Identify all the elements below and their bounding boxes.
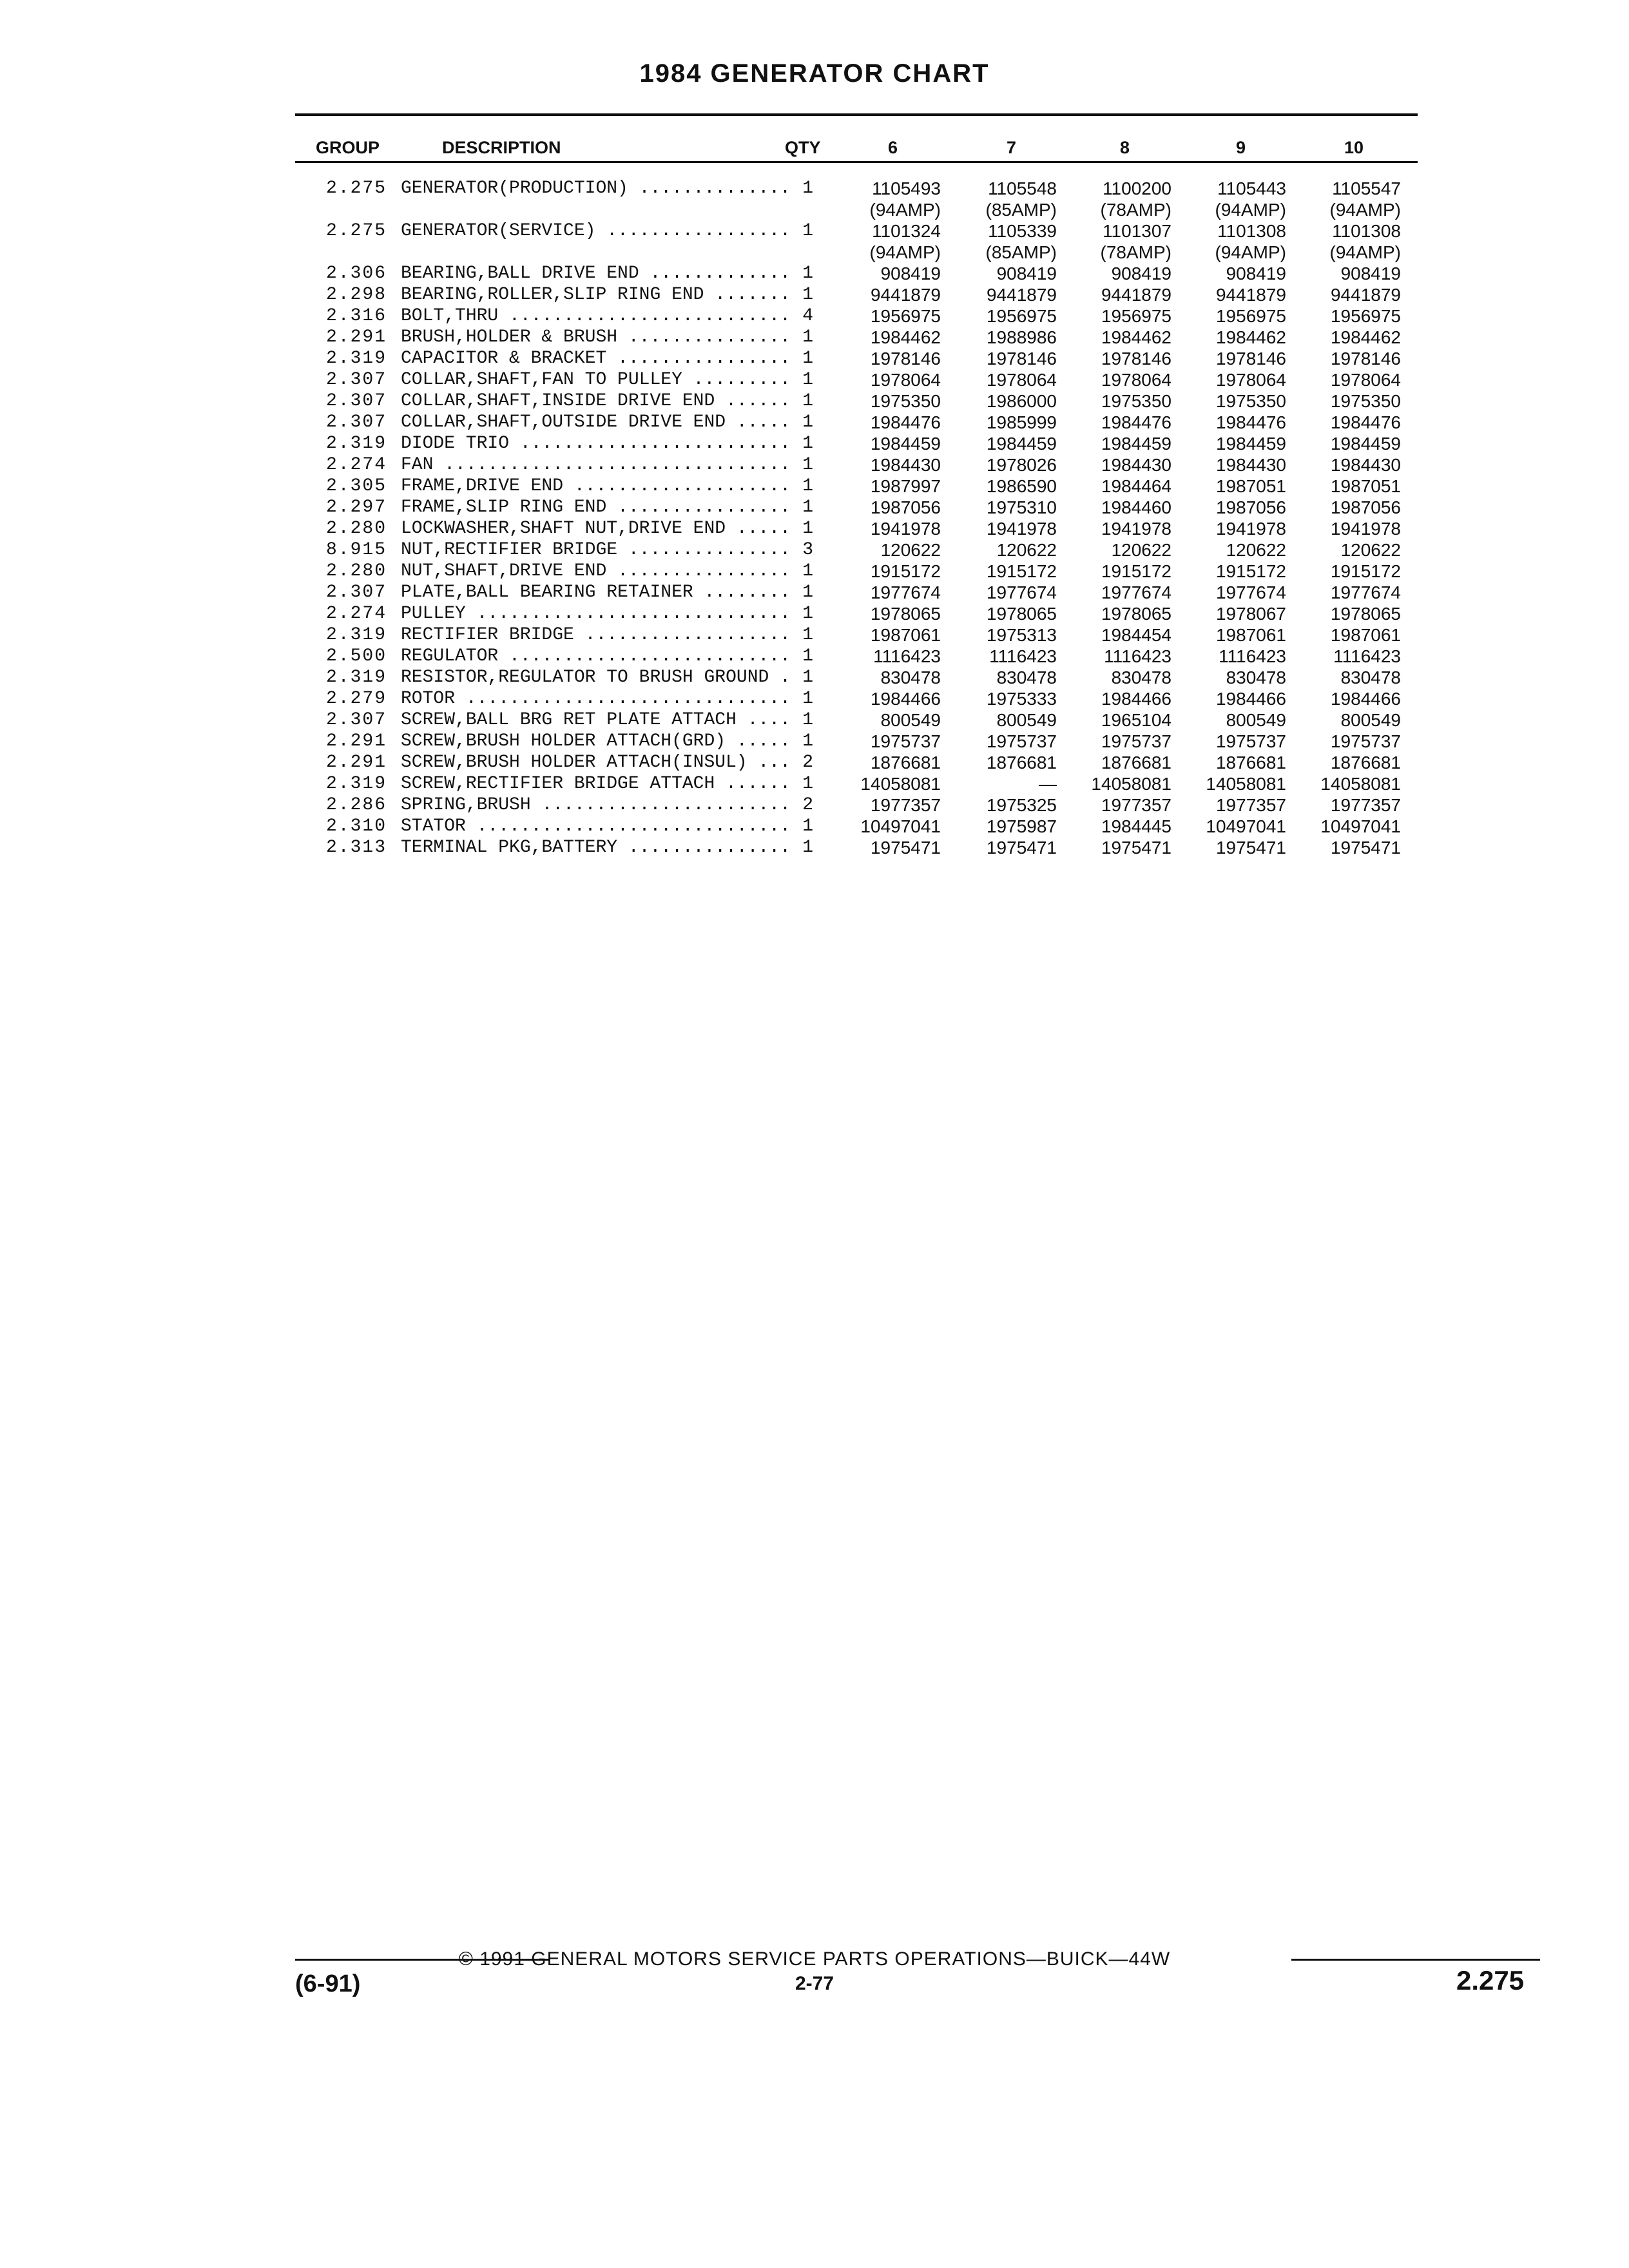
cell-part-number: 1984476 [1101, 412, 1171, 432]
cell-group: 2.280 [325, 561, 387, 581]
cell-qty: 1 [787, 220, 813, 242]
cell-part-number: 800549 [1226, 710, 1286, 730]
cell-qty: 1 [787, 603, 813, 624]
cell-qty: 1 [787, 433, 813, 454]
cell-part-number: 1105493 [872, 178, 941, 198]
cell-part-number: 1876681 [986, 753, 1057, 773]
cell-qty: 1 [787, 369, 813, 390]
cell-part-number: — [1039, 774, 1057, 794]
cell-part-number: 1987051 [1215, 476, 1286, 496]
cell-qty: 2 [787, 752, 813, 773]
table-row [0, 837, 1629, 858]
cell-qty: 1 [787, 667, 813, 688]
cell-part-number: 800549 [880, 710, 941, 730]
cell-part-number: 1985999 [986, 412, 1057, 432]
cell-part-number: 1116423 [873, 646, 941, 666]
cell-part-number: 1987056 [870, 497, 941, 517]
header-col-9: 9 [1236, 138, 1246, 157]
cell-part-number: 1984476 [1215, 412, 1286, 432]
header-qty: QTY [785, 138, 821, 157]
cell-qty: 1 [787, 731, 813, 752]
cell-part-number: 120622 [1226, 540, 1286, 560]
cell-part-number: 1984430 [1215, 455, 1286, 475]
table-row [0, 178, 1629, 199]
cell-description: COLLAR,SHAFT,FAN TO PULLEY ..... [401, 369, 787, 390]
cell-part-number: 1977674 [1101, 582, 1171, 602]
cell-part-number: 1984464 [1101, 476, 1171, 496]
cell-description: FRAME,DRIVE END ..... [401, 476, 787, 497]
cell-part-number: 1101307 [1103, 221, 1171, 241]
cell-part-number: 1984466 [1330, 689, 1401, 709]
cell-part-number: 1984476 [870, 412, 941, 432]
table-row [0, 476, 1629, 497]
cell-part-number: 1984462 [1215, 327, 1286, 347]
cell-part-number: 1105547 [1332, 178, 1401, 198]
cell-part-number: 1876681 [1101, 753, 1171, 773]
cell-description: NUT,RECTIFIER BRIDGE ..... [401, 539, 787, 561]
cell-qty: 1 [787, 263, 813, 284]
cell-part-number: 1116423 [989, 646, 1057, 666]
cell-part-number: 1978067 [1215, 604, 1286, 624]
cell-part-number: 1116423 [1333, 646, 1401, 666]
cell-part-number: 1101308 [1217, 221, 1286, 241]
cell-part-number: 1988986 [986, 327, 1057, 347]
cell-part-number: 1984459 [870, 434, 941, 454]
cell-description: NUT,SHAFT,DRIVE END ..... [401, 561, 787, 582]
cell-part-number: 1977674 [870, 582, 941, 602]
table-row [0, 412, 1629, 433]
cell-group: 2.280 [325, 519, 387, 539]
cell-group: 2.305 [325, 476, 387, 496]
footer-copyright: © 1991 GENERAL MOTORS SERVICE PARTS OPERATIONS—BUICK—44W [458, 1948, 1171, 1970]
cell-part-number: 1984476 [1330, 412, 1401, 432]
cell-part-number: 1876681 [1330, 753, 1401, 773]
cell-part-number: 1975350 [1101, 391, 1171, 411]
cell-part-number: 120622 [996, 540, 1057, 560]
cell-description: COLLAR,SHAFT,OUTSIDE DRIVE END ..... [401, 412, 787, 433]
cell-part-number: 1987997 [870, 476, 941, 496]
cell-part-number: 1978064 [870, 370, 941, 390]
cell-group: 2.319 [325, 774, 387, 794]
cell-group: 2.275 [325, 221, 387, 241]
table-row [0, 667, 1629, 688]
cell-part-number: 1978064 [1215, 370, 1286, 390]
table-row [0, 497, 1629, 518]
cell-qty: 1 [787, 773, 813, 794]
cell-part-number: 1975737 [1330, 731, 1401, 751]
cell-part-number: 1978064 [1101, 370, 1171, 390]
cell-description: FAN ..... [401, 454, 787, 476]
footer-right-rule [1291, 1959, 1540, 1961]
cell-qty: 1 [787, 178, 813, 199]
cell-description: PULLEY ..... [401, 603, 787, 624]
cell-part-number: 9441879 [986, 285, 1057, 305]
cell-part-number: 1876681 [870, 753, 941, 773]
cell-qty: 3 [787, 539, 813, 561]
header-col-10: 10 [1344, 138, 1364, 157]
cell-part-number: 1987056 [1215, 497, 1286, 517]
cell-description: SPRING,BRUSH ..... [401, 794, 787, 816]
cell-part-number: 1984460 [1101, 497, 1171, 517]
cell-part-number: 1101308 [1332, 221, 1401, 241]
table-row [0, 731, 1629, 752]
cell-description: RECTIFIER BRIDGE ..... [401, 624, 787, 646]
cell-group: 2.307 [325, 391, 387, 411]
cell-part-number: 9441879 [870, 285, 941, 305]
cell-part-number: 830478 [996, 668, 1057, 687]
cell-part-number: 1956975 [1330, 306, 1401, 326]
cell-part-number: 1975737 [1215, 731, 1286, 751]
cell-qty: 1 [787, 412, 813, 433]
cell-description: GENERATOR(PRODUCTION) ..... [401, 178, 787, 199]
cell-part-number: 14058081 [1206, 774, 1286, 794]
cell-part-number: 1984462 [870, 327, 941, 347]
table-row [0, 369, 1629, 390]
table-row [0, 539, 1629, 561]
header-col-8: 8 [1120, 138, 1130, 157]
cell-description: SCREW,BRUSH HOLDER ATTACH(INSUL) ..... [401, 752, 787, 773]
cell-part-number: 1915172 [1330, 561, 1401, 581]
cell-part-number: 1984466 [1215, 689, 1286, 709]
cell-part-number: 1975313 [986, 625, 1057, 645]
cell-part-number: (94AMP) [1329, 242, 1401, 262]
cell-part-number: 1941978 [1101, 519, 1171, 539]
header-bottom-rule [295, 161, 1418, 163]
cell-part-number: (78AMP) [1100, 242, 1171, 262]
cell-qty: 1 [787, 284, 813, 305]
cell-part-number: 1977674 [1330, 582, 1401, 602]
cell-part-number: (94AMP) [1215, 242, 1286, 262]
cell-part-number: 1941978 [1215, 519, 1286, 539]
cell-qty: 1 [787, 816, 813, 837]
cell-part-number: 1987051 [1330, 476, 1401, 496]
cell-part-number: 1986000 [986, 391, 1057, 411]
cell-part-number: 1987061 [870, 625, 941, 645]
table-row [0, 518, 1629, 539]
cell-group: 2.274 [325, 455, 387, 475]
cell-part-number: 120622 [1340, 540, 1401, 560]
cell-part-number: 800549 [996, 710, 1057, 730]
cell-part-number: (94AMP) [1329, 200, 1401, 220]
cell-description: BRUSH,HOLDER & BRUSH ..... [401, 327, 787, 348]
cell-part-number: (85AMP) [985, 200, 1057, 220]
cell-group: 2.307 [325, 370, 387, 390]
cell-part-number: 1975350 [870, 391, 941, 411]
cell-part-number: 1975737 [986, 731, 1057, 751]
cell-part-number: 1105548 [988, 178, 1057, 198]
cell-part-number: 1105443 [1217, 178, 1286, 198]
cell-part-number: 1978026 [986, 455, 1057, 475]
cell-part-number: 908419 [996, 264, 1057, 284]
cell-part-number: 10497041 [860, 816, 941, 836]
cell-part-number: 1956975 [870, 306, 941, 326]
cell-qty: 1 [787, 709, 813, 731]
cell-part-number: 1978146 [1215, 349, 1286, 369]
table-row [0, 263, 1629, 284]
cell-part-number: 1978065 [986, 604, 1057, 624]
cell-part-number: 9441879 [1215, 285, 1286, 305]
cell-part-number: 1978064 [986, 370, 1057, 390]
header-top-rule [295, 113, 1418, 116]
cell-description: PLATE,BALL BEARING RETAINER ..... [401, 582, 787, 603]
cell-part-number: 120622 [880, 540, 941, 560]
cell-qty: 1 [787, 688, 813, 709]
parts-table [0, 178, 1629, 858]
cell-part-number: 1975350 [1330, 391, 1401, 411]
cell-part-number: 908419 [1111, 264, 1171, 284]
cell-part-number: 1975471 [1215, 838, 1286, 858]
cell-part-number: 1941978 [986, 519, 1057, 539]
header-description: DESCRIPTION [442, 138, 561, 157]
cell-description: SCREW,RECTIFIER BRIDGE ATTACH ..... [401, 773, 787, 794]
cell-part-number: 1977357 [1215, 795, 1286, 815]
cell-part-number: 1987061 [1330, 625, 1401, 645]
cell-part-number: 1100200 [1103, 178, 1171, 198]
cell-group: 2.319 [325, 668, 387, 687]
table-row [0, 433, 1629, 454]
cell-group: 2.291 [325, 753, 387, 773]
cell-group: 2.306 [325, 264, 387, 284]
footer-date: (6-91) [295, 1970, 361, 1997]
table-row [0, 646, 1629, 667]
cell-part-number: 1941978 [870, 519, 941, 539]
cell-qty: 4 [787, 305, 813, 327]
cell-description: LOCKWASHER,SHAFT NUT,DRIVE END ..... [401, 518, 787, 539]
cell-group: 2.313 [325, 838, 387, 858]
cell-part-number: 1975471 [1101, 838, 1171, 858]
cell-part-number: 1978065 [870, 604, 941, 624]
cell-part-number: 1956975 [1101, 306, 1171, 326]
cell-qty: 1 [787, 497, 813, 518]
cell-part-number: 800549 [1340, 710, 1401, 730]
cell-group: 2.307 [325, 582, 387, 602]
cell-description: DIODE TRIO ..... [401, 433, 787, 454]
cell-part-number: 1915172 [1101, 561, 1171, 581]
cell-part-number: 1984430 [870, 455, 941, 475]
cell-part-number: 1984459 [1215, 434, 1286, 454]
cell-part-number: 1116423 [1219, 646, 1286, 666]
table-row [0, 624, 1629, 646]
cell-part-number: 1978146 [1101, 349, 1171, 369]
header-col-6: 6 [888, 138, 898, 157]
cell-part-number: 1977357 [1330, 795, 1401, 815]
table-row [0, 390, 1629, 412]
cell-description: STATOR ..... [401, 816, 787, 837]
cell-part-number: 1984459 [986, 434, 1057, 454]
table-row [0, 305, 1629, 327]
cell-part-number: 1965104 [1101, 710, 1171, 730]
cell-part-number: 1975987 [986, 816, 1057, 836]
cell-part-number: 1956975 [986, 306, 1057, 326]
cell-qty: 1 [787, 582, 813, 603]
cell-qty: 1 [787, 327, 813, 348]
cell-part-number: 1978065 [1101, 604, 1171, 624]
cell-part-number: 1986590 [986, 476, 1057, 496]
cell-qty: 1 [787, 624, 813, 646]
cell-group: 2.291 [325, 731, 387, 751]
cell-part-number: 1975350 [1215, 391, 1286, 411]
cell-description: GENERATOR(SERVICE) ..... [401, 220, 787, 242]
cell-qty: 1 [787, 518, 813, 539]
cell-group: 2.286 [325, 795, 387, 815]
cell-part-number: 1984459 [1101, 434, 1171, 454]
cell-description: COLLAR,SHAFT,INSIDE DRIVE END ..... [401, 390, 787, 412]
table-row [0, 773, 1629, 794]
cell-part-number: 908419 [880, 264, 941, 284]
header-col-7: 7 [1007, 138, 1017, 157]
cell-part-number: 908419 [1340, 264, 1401, 284]
cell-group: 2.307 [325, 412, 387, 432]
cell-part-number: 1984466 [1101, 689, 1171, 709]
header-group: GROUP [316, 138, 380, 157]
cell-part-number: 1984459 [1330, 434, 1401, 454]
cell-part-number: 1956975 [1215, 306, 1286, 326]
table-row [0, 348, 1629, 369]
cell-qty: 1 [787, 476, 813, 497]
cell-description: SCREW,BRUSH HOLDER ATTACH(GRD) ..... [401, 731, 787, 752]
cell-part-number: 1101324 [872, 221, 941, 241]
table-row [0, 709, 1629, 731]
table-row [0, 752, 1629, 773]
cell-description: BOLT,THRU ..... [401, 305, 787, 327]
cell-part-number: 1984466 [870, 689, 941, 709]
table-row [0, 220, 1629, 242]
cell-part-number: 10497041 [1206, 816, 1286, 836]
cell-group: 8.915 [325, 540, 387, 560]
cell-part-number: 1975325 [986, 795, 1057, 815]
table-row [0, 794, 1629, 816]
cell-description: ROTOR ..... [401, 688, 787, 709]
cell-part-number: 1977357 [1101, 795, 1171, 815]
cell-part-number: 830478 [880, 668, 941, 687]
cell-group: 2.310 [325, 816, 387, 836]
table-row [0, 561, 1629, 582]
cell-part-number: 9441879 [1101, 285, 1171, 305]
cell-part-number: 9441879 [1330, 285, 1401, 305]
cell-group: 2.297 [325, 497, 387, 517]
cell-group: 2.307 [325, 710, 387, 730]
cell-part-number: 1975333 [986, 689, 1057, 709]
cell-part-number: (85AMP) [985, 242, 1057, 262]
cell-part-number: 1977357 [870, 795, 941, 815]
cell-part-number: 1978146 [870, 349, 941, 369]
cell-part-number: 10497041 [1320, 816, 1401, 836]
footer-page-number: 2-77 [795, 1973, 834, 1994]
table-row [0, 284, 1629, 305]
cell-part-number: (94AMP) [1215, 200, 1286, 220]
cell-part-number: 830478 [1226, 668, 1286, 687]
cell-part-number: 830478 [1340, 668, 1401, 687]
cell-description: BEARING,BALL DRIVE END ..... [401, 263, 787, 284]
cell-qty: 1 [787, 646, 813, 667]
table-row [0, 242, 1629, 263]
cell-part-number: 1978064 [1330, 370, 1401, 390]
cell-part-number: 1987061 [1215, 625, 1286, 645]
cell-group: 2.291 [325, 327, 387, 347]
cell-part-number: (78AMP) [1100, 200, 1171, 220]
cell-group: 2.319 [325, 349, 387, 369]
cell-part-number: 1977674 [1215, 582, 1286, 602]
cell-part-number: 1984462 [1101, 327, 1171, 347]
cell-part-number: 1977674 [986, 582, 1057, 602]
cell-group: 2.274 [325, 604, 387, 624]
cell-part-number: 1975471 [1330, 838, 1401, 858]
cell-part-number: (94AMP) [869, 242, 941, 262]
cell-part-number: 1978146 [986, 349, 1057, 369]
cell-group: 2.319 [325, 625, 387, 645]
table-row [0, 454, 1629, 476]
cell-part-number: 1915172 [986, 561, 1057, 581]
cell-part-number: 120622 [1111, 540, 1171, 560]
cell-part-number: 1975310 [986, 497, 1057, 517]
cell-part-number: 1975737 [870, 731, 941, 751]
cell-group: 2.500 [325, 646, 387, 666]
cell-group: 2.298 [325, 285, 387, 305]
cell-part-number: 1984445 [1101, 816, 1171, 836]
table-row [0, 688, 1629, 709]
cell-part-number: 14058081 [1091, 774, 1171, 794]
cell-description: TERMINAL PKG,BATTERY ..... [401, 837, 787, 858]
cell-part-number: (94AMP) [869, 200, 941, 220]
cell-description: FRAME,SLIP RING END ..... [401, 497, 787, 518]
cell-part-number: 1984430 [1330, 455, 1401, 475]
cell-part-number: 1987056 [1330, 497, 1401, 517]
cell-part-number: 1984430 [1101, 455, 1171, 475]
cell-qty: 1 [787, 837, 813, 858]
cell-qty: 2 [787, 794, 813, 816]
cell-part-number: 1975471 [870, 838, 941, 858]
cell-part-number: 830478 [1111, 668, 1171, 687]
cell-part-number: 1975471 [986, 838, 1057, 858]
cell-part-number: 1984462 [1330, 327, 1401, 347]
cell-part-number: 1941978 [1330, 519, 1401, 539]
cell-part-number: 1915172 [1215, 561, 1286, 581]
cell-part-number: 1105339 [988, 221, 1057, 241]
cell-part-number: 1978065 [1330, 604, 1401, 624]
cell-part-number: 908419 [1226, 264, 1286, 284]
cell-qty: 1 [787, 454, 813, 476]
table-row [0, 327, 1629, 348]
cell-description: REGULATOR ..... [401, 646, 787, 667]
cell-description: SCREW,BALL BRG RET PLATE ATTACH ..... [401, 709, 787, 731]
cell-part-number: 1984454 [1101, 625, 1171, 645]
cell-qty: 1 [787, 390, 813, 412]
cell-group: 2.319 [325, 434, 387, 454]
page-title: 1984 GENERATOR CHART [639, 59, 990, 88]
cell-qty: 1 [787, 348, 813, 369]
table-row [0, 816, 1629, 837]
cell-description: BEARING,ROLLER,SLIP RING END ..... [401, 284, 787, 305]
table-row [0, 199, 1629, 220]
cell-part-number: 1876681 [1215, 753, 1286, 773]
cell-group: 2.275 [325, 178, 387, 198]
table-row [0, 582, 1629, 603]
cell-part-number: 1978146 [1330, 349, 1401, 369]
footer-section: 2.275 [1456, 1965, 1525, 1995]
cell-part-number: 1116423 [1104, 646, 1171, 666]
cell-part-number: 1915172 [870, 561, 941, 581]
cell-group: 2.279 [325, 689, 387, 709]
cell-description: RESISTOR,REGULATOR TO BRUSH GROUND ..... [401, 667, 787, 688]
cell-part-number: 14058081 [1320, 774, 1401, 794]
cell-part-number: 14058081 [860, 774, 941, 794]
cell-qty: 1 [787, 561, 813, 582]
table-row [0, 603, 1629, 624]
cell-description: CAPACITOR & BRACKET ..... [401, 348, 787, 369]
cell-part-number: 1975737 [1101, 731, 1171, 751]
cell-group: 2.316 [325, 306, 387, 326]
